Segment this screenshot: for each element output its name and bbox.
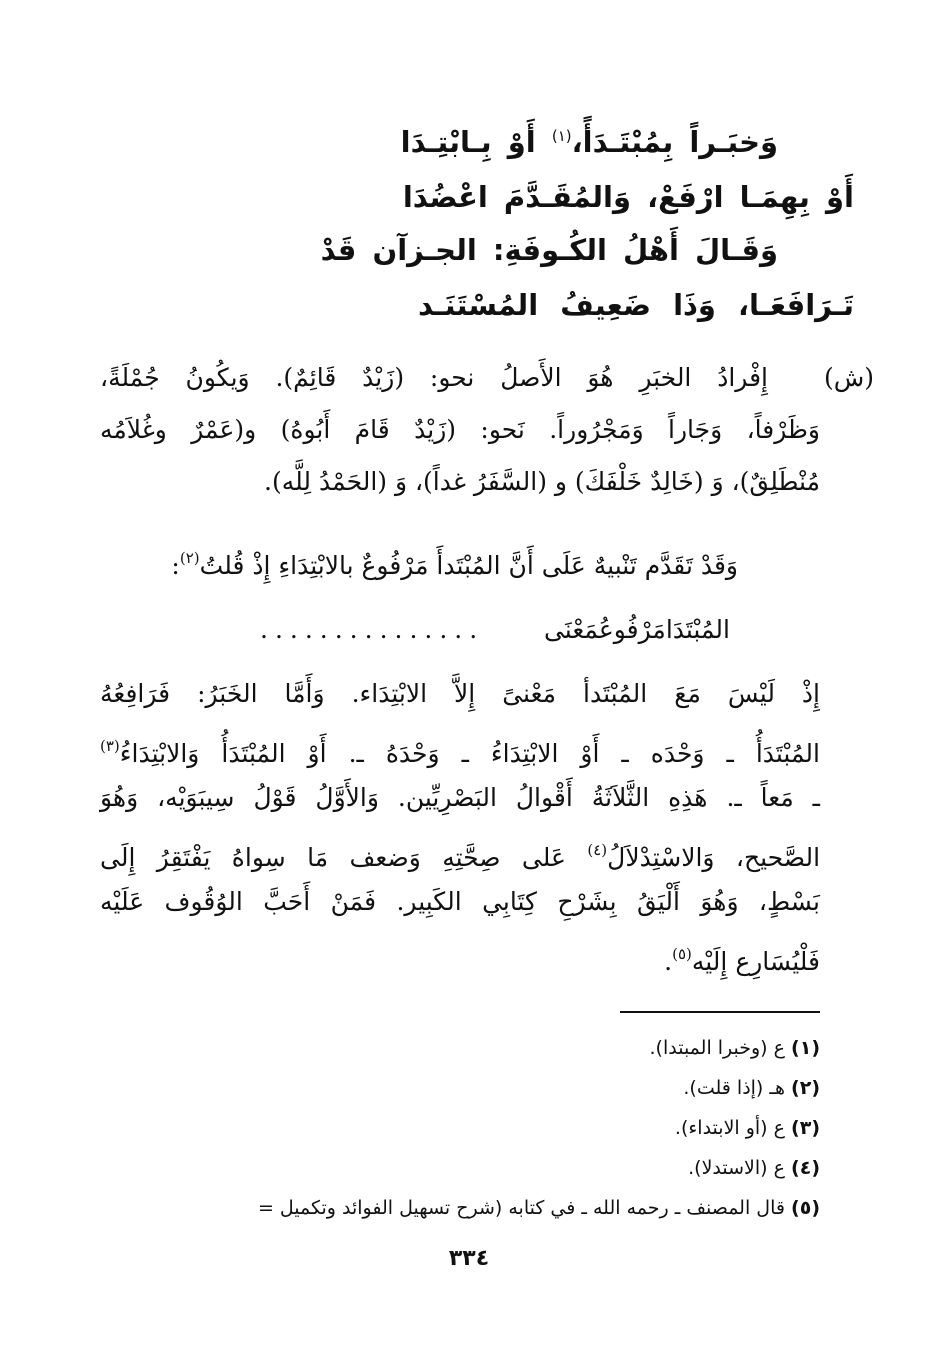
paragraph-2-line-3 [100, 772, 820, 824]
paragraph-2-line-5-text: بَسْطٍ، وَهُوَ أَلْيَقُ بِشَرْحِ كِتَابِي الكَبِير. فَمَنْ أَحَبَّ الوُقُوف عَلَيْه [100, 887, 820, 916]
paragraph-2-line-4 [100, 824, 820, 876]
paragraph-2-line-5 [100, 876, 820, 928]
quoted-verse-dots: ............... [260, 615, 485, 644]
footnote-ref-5: (٥) [672, 945, 692, 963]
paragraph-2-line-1-text: إِذْ لَيْسَ مَعَ المُبْتَدأ مَعْنىً إِلاَّ الابْتِدَاء. وَأَمَّا الخَبَرُ: فَرَافِعُهُ [100, 679, 820, 708]
footnote-3-number: (٣) [791, 1117, 820, 1139]
footnote-ref-1: (١) [551, 127, 572, 145]
verse-line-1-text-b: أَوْ بِـابْتِـدَا [400, 125, 536, 159]
intro-tail: : [171, 551, 180, 580]
footnote-3 [120, 1108, 820, 1148]
paragraph-1-line-1: إِفْرادُ الخبَرِ هُوَ الأَصلُ نحو: (زَيْدٌ قَائِمٌ). وَيكُونُ جُمْلَةً، [100, 363, 768, 392]
page-number: ٣٣٤ [448, 1246, 490, 1271]
paragraph-2-line-1 [100, 668, 820, 720]
intro-line [171, 532, 738, 592]
footnote-ref-3: (٣) [100, 737, 120, 755]
footnote-ref-2: (٢) [179, 549, 200, 567]
paragraph-2-line-6 [100, 928, 820, 980]
footnote-1-text: ع (وخبرا المبتدا). [649, 1037, 785, 1059]
footnote-5-number: (٥) [791, 1197, 820, 1219]
quoted-verse-text: المُبْتَدَامَرْفُوعُمَعْنَى [543, 615, 730, 644]
verse-line-2: أَوْ بِهِمَـا ارْفَعْ، وَالمُقَـدَّمَ اعْضُدَا [402, 180, 854, 214]
paragraph-2-line-6-text: فَلْيُسَارِع إِلَيْه [691, 947, 820, 976]
verse-line-1 [400, 125, 778, 159]
paragraph-1-line-2: وَظَرْفاً، وَجَاراً وَمَجْرُوراً. نَحو: (زَيْدٌ قَامَ أَبُوهُ) و(عَمْرٌ وغُلاَمُه [100, 415, 820, 444]
footnote-2-text: هـ (إذا قلت). [683, 1077, 785, 1099]
footnote-2 [120, 1068, 820, 1108]
paragraph-2-line-2 [100, 720, 820, 772]
intro-text: وَقَدْ تَقَدَّم تَنْبيهٌ عَلَى أَنَّ المُبْتَدأَ مَرْفُوعٌ بالابْتِدَاءِ إِذْ قُلتُ [199, 551, 738, 580]
paragraph-2-line-2-text: المُبْتَدَأُ ـ وَحْدَه ـ أَوْ الابْتِدَاءُ ـ وَحْدَهُ ـ. أَوْ المُبْتَدَأُ وَالابْتِدَاءُ [119, 739, 820, 768]
verse-line-1-text-a: وَخبَـراً بِمُبْتَـدَأً، [571, 125, 778, 159]
paragraph-2-line-4-text-a: الصَّحيح، وَالاسْتِدْلاَلُ [607, 843, 821, 872]
footnote-1 [120, 1028, 820, 1068]
footnote-2-number: (٢) [791, 1077, 820, 1099]
paragraph-1-cont [100, 404, 820, 508]
footnote-5-text: قال المصنف ـ رحمه الله ـ في كتابه (شرح تسهيل الفوائد وتكميل = [257, 1197, 785, 1219]
footnote-4-number: (٤) [791, 1157, 820, 1179]
commentary-marker: (ش) [823, 363, 874, 392]
footnote-divider [620, 1011, 820, 1013]
footnote-4-text: ع (الاستدلا). [688, 1157, 785, 1179]
paragraph-2-line-3-text: ـ مَعاً ـ. هَذِهِ الثَّلاَثَةُ أَقْوالُ البَصْرِيِّين. وَالأَوَّلُ قَوْلُ سِيبَوَيْه، وَهُوَ [100, 783, 820, 812]
paragraph-2-line-6-tail: . [664, 947, 673, 976]
footnote-4 [120, 1148, 820, 1188]
verse-line-4: تَـرَافَعَـا، وَذَا ضَعِيفُ المُسْتَنَـد [418, 288, 854, 322]
footnote-5 [120, 1188, 820, 1228]
paragraph-2-line-4-text-b: عَلى صِحَّتِهِ وَضعف مَا سِواهُ يَفْتَقِرُ إِلَى [100, 843, 566, 872]
verse-line-3: وَقَـالَ أَهْلُ الكُـوفَةِ: الجـزآن قَدْ [320, 233, 778, 267]
footnote-1-number: (١) [791, 1037, 820, 1059]
footnote-ref-4: (٤) [587, 841, 608, 859]
footnotes [120, 1028, 820, 1228]
paragraph-1 [100, 352, 768, 404]
footnote-3-text: ع (أو الابتداء). [674, 1117, 785, 1139]
paragraph-1-line-3: مُنْطَلِقٌ)، وَ (خَالِدٌ خَلْفَكَ) و (السَّفَرُ غداً)، وَ (الحَمْدُ لِلَّه). [264, 467, 820, 496]
quoted-verse [260, 604, 730, 656]
paragraph-2 [100, 668, 820, 980]
